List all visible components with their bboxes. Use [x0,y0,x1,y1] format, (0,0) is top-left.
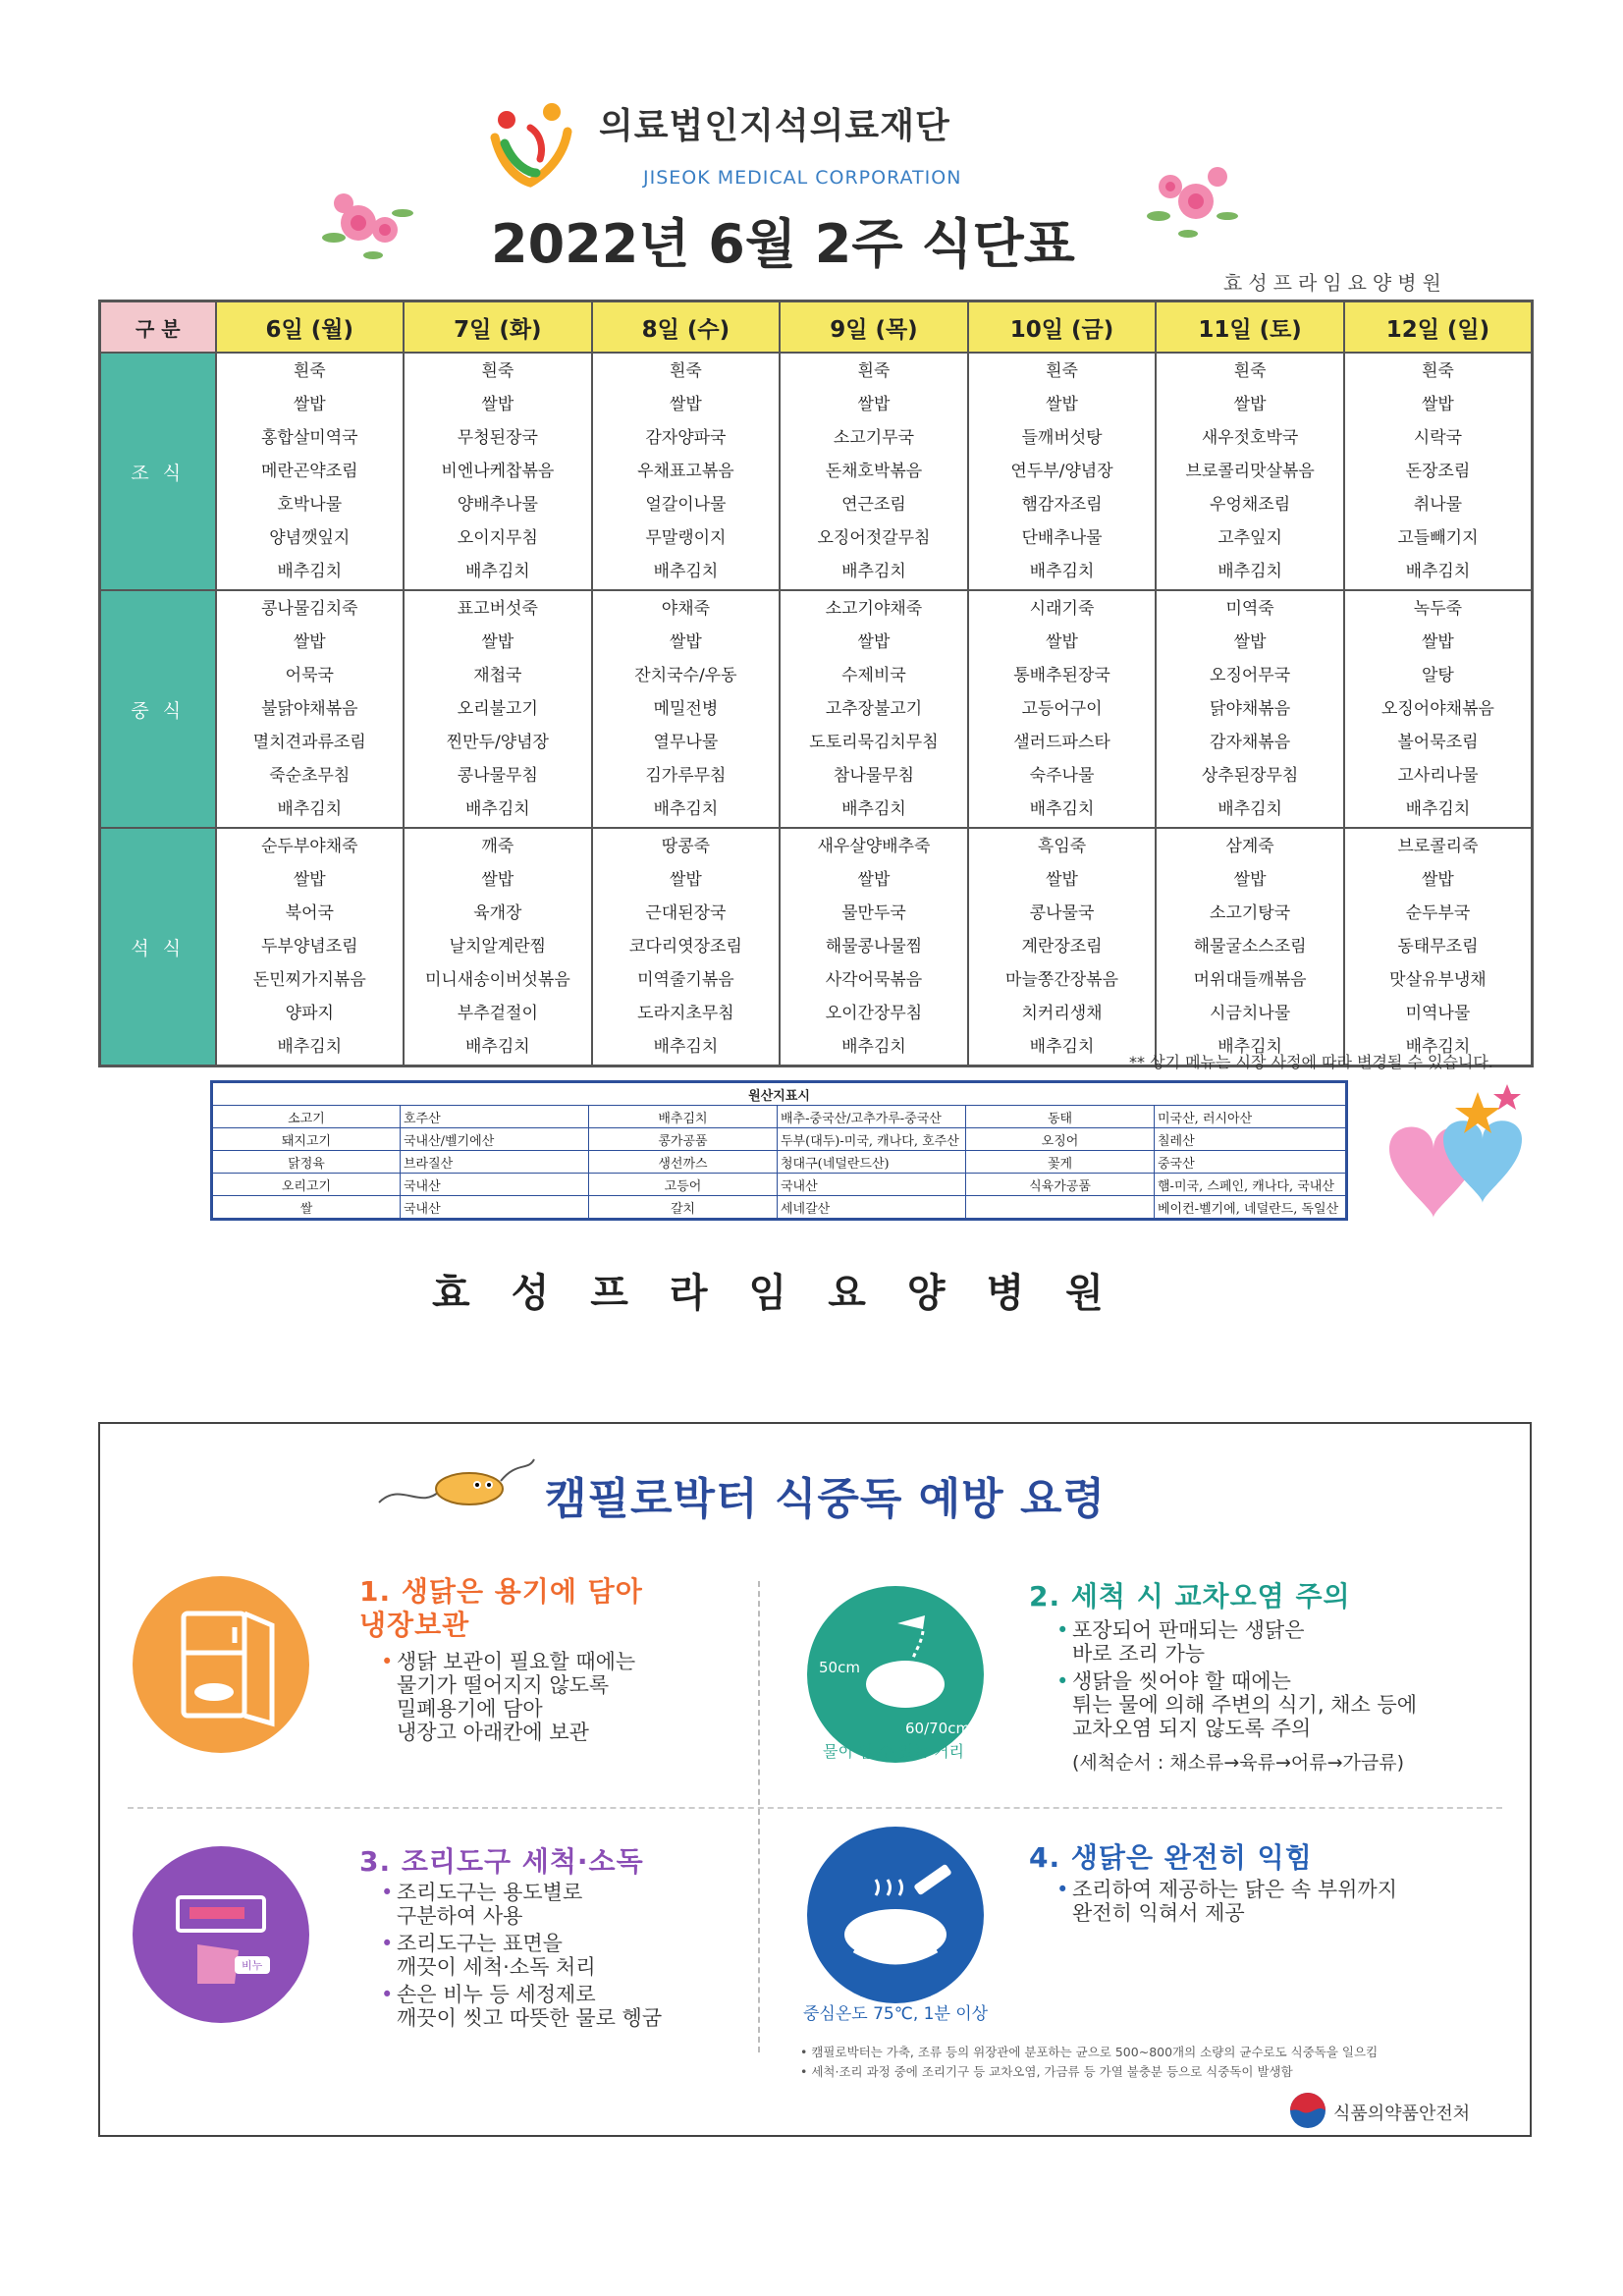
dish-item: 돈민찌가지볶음 [252,970,366,990]
dish-item: 배추김치 [464,562,530,581]
meal-day-cell [780,828,968,1066]
page-title: 2022년 6월 2주 식단표 [491,213,1075,275]
dish-item: 쌀밥 [1422,395,1454,414]
origin-country: 칠레산 [1155,1128,1347,1151]
section-1-title: 1. 생닭은 용기에 담아 냉장보관 [359,1575,643,1641]
distance-label: 60/70cm [905,1720,971,1737]
day-header: 6일 (월) [216,301,405,354]
origin-country: 중국산 [1155,1151,1347,1174]
mfds-logo [1289,2092,1326,2129]
meal-day-cell [968,590,1157,828]
origin-item: 꽃게 [966,1151,1155,1174]
dish-item: 찐만두/양념장 [446,733,549,752]
dish-item: 열무나물 [653,733,719,752]
dish-item: 샐러드파스타 [1013,733,1110,752]
dish-item: 배추김치 [653,562,719,581]
day-header: 7일 (화) [404,301,592,354]
dish-item: 흰죽 [1233,361,1267,381]
dish-item: 단배추나물 [1021,528,1103,548]
refrigerator-icon [133,1576,309,1753]
dish-item: 쌀밥 [1233,870,1267,890]
origin-item: 쌀 [212,1196,401,1220]
bacteria-icon [371,1451,538,1520]
dish-item: 쌀밥 [1233,395,1267,414]
origin-country: 미국산, 러시아산 [1155,1106,1347,1128]
meal-day-cell [1156,828,1344,1066]
soap-label: 비누 [242,1959,263,1972]
section-2-title: 2. 세척 시 교차오염 주의 [1029,1580,1351,1613]
dish-item: 메란곤약조림 [261,462,358,481]
dish-item: 멸치견과류조림 [252,733,366,752]
dish-item: 무말랭이지 [645,528,727,548]
dish-item: 깨죽 [481,837,514,856]
dish-item: 물만두국 [841,903,906,923]
meal-day-cell [968,353,1157,590]
dish-item: 시래기죽 [1029,599,1095,619]
campylobacter-title: 캠필로박터 식중독 예방 요령 [545,1474,1107,1524]
washing-order: (세척순서 : 채소류→육류→어류→가금류) [1072,1752,1405,1774]
dish-item: 오징어야채볶음 [1380,699,1494,719]
dish-item: 배추김치 [1029,1037,1095,1057]
origin-item: 식육가공품 [966,1174,1155,1196]
dish-item: 삼계죽 [1225,837,1274,856]
dish-item: 흰죽 [293,361,326,381]
dish-item: 오이지무침 [457,528,538,548]
dish-item: 마늘쫑간장볶음 [1005,970,1119,990]
dish-item: 숙주나물 [1029,766,1095,786]
dish-item: 흑임죽 [1037,837,1087,856]
dish-item: 고사리나물 [1397,766,1479,786]
dish-item: 배추김치 [1217,799,1282,819]
origin-item: 오징어 [966,1128,1155,1151]
origin-country: 국내산/벨기에산 [401,1128,589,1151]
meal-day-cell [780,590,968,828]
dish-item: 순두부야채죽 [261,837,358,856]
dish-item: 고추잎지 [1217,528,1282,548]
dish-item: 쌀밥 [481,870,514,890]
origin-item: 소고기 [212,1106,401,1128]
origin-title: 원산지표시 [212,1082,1347,1106]
dish-item: 쌀밥 [1422,632,1454,652]
foundation-logo [485,98,575,189]
dish-item: 고등어구이 [1021,699,1103,719]
dish-item: 미역죽 [1225,599,1274,619]
dish-item: 죽순초무침 [269,766,351,786]
origin-row [212,1106,1347,1128]
dish-item: 치커리생채 [1021,1004,1103,1023]
footnote: • 캠필로박터는 가축, 조류 등의 위장관에 분포하는 균으로 500~800개의 소량의 균수로도 식중독을 일으킴 [800,2045,1379,2059]
dish-item: 우엉채조림 [1210,495,1291,515]
dish-item: 쌀밥 [1046,632,1078,652]
dish-item: 쌀밥 [669,395,702,414]
campylobacter-box [98,1422,1532,2137]
dish-item: 머위대들깨볶음 [1193,970,1307,990]
heart-decoration-icon [1360,1080,1546,1237]
dish-item: 쌀밥 [857,632,891,652]
utensil-cleaning-icon [133,1846,309,2023]
dish-item: 야채죽 [661,599,711,619]
dish-item: 새우젓호박국 [1201,428,1299,448]
dish-item: 쌀밥 [293,870,326,890]
dish-item: 쌀밥 [1046,870,1078,890]
corner-label: 구 분 [100,301,216,354]
meal-day-cell [1156,353,1344,590]
dish-item: 북어국 [285,903,334,923]
origin-item: 콩가공품 [589,1128,778,1151]
origin-country: 배추-중국산/고추가루-중국산 [778,1106,966,1128]
dish-item: 흰죽 [481,361,514,381]
dish-item: 돈장조림 [1405,462,1471,481]
dish-item: 브로콜리맛살볶음 [1185,462,1315,481]
dish-item: 연두부/양념장 [1010,462,1113,481]
dish-item: 우채표고볶음 [637,462,734,481]
meal-day-cell [1156,590,1344,828]
dish-item: 양배추나물 [457,495,538,515]
dish-item: 쌀밥 [857,870,891,890]
dish-item: 시락국 [1413,428,1463,448]
meal-day-cell [592,828,781,1066]
dish-item: 배추김치 [464,1037,530,1057]
origin-item: 닭정육 [212,1151,401,1174]
origin-row [212,1128,1347,1151]
dish-item: 배추김치 [1217,562,1282,581]
meal-row [100,828,1533,1066]
dish-item: 호박나물 [277,495,343,515]
origin-item: 갈치 [589,1196,778,1220]
section-4-title: 4. 생닭은 완전히 익힘 [1029,1841,1313,1874]
dish-item: 오리불고기 [457,699,538,719]
splash-distance-caption: 물이 튈 수 있는 거리 [823,1742,964,1761]
origin-table [210,1080,1348,1221]
origin-country: 청대구(네덜란드산) [778,1151,966,1174]
dish-item: 배추김치 [653,1037,719,1057]
dish-item: 잔치국수/우동 [634,666,737,685]
org-english-name: JISEOK MEDICAL CORPORATION [643,167,962,189]
dish-item: 감자채볶음 [1210,733,1291,752]
origin-item: 돼지고기 [212,1128,401,1151]
origin-country: 호주산 [401,1106,589,1128]
section-4-bullet: • 조리하여 제공하는 닭은 속 부위까지 완전히 익혀서 제공 [1056,1878,1518,1925]
dish-item: 양파지 [285,1004,334,1023]
dish-item: 새우살양배추죽 [817,837,931,856]
dish-item: 쌀밥 [1422,870,1454,890]
agency-name: 식품의약품안전처 [1333,2104,1471,2124]
meal-label: 중 식 [100,590,216,828]
meal-day-cell [1344,590,1533,828]
dish-item: 배추김치 [1029,799,1095,819]
dish-item: 배추김치 [277,799,343,819]
meal-day-cell [404,590,592,828]
dish-item: 어묵국 [285,666,334,685]
origin-item: 고등어 [589,1174,778,1196]
dish-item: 상추된장무침 [1201,766,1299,786]
dish-item: 흰죽 [1422,361,1454,381]
section-2-bullet: • 생닭을 씻어야 할 때에는 튀는 물에 의해 주변의 식기, 채소 등에 교차오염 되지 않도록 주의 [1056,1669,1518,1740]
meal-label: 석 식 [100,828,216,1066]
dish-item: 재첩국 [473,666,522,685]
dish-item: 배추김치 [1217,1037,1282,1057]
dish-item: 쌀밥 [293,395,326,414]
origin-country: 국내산 [401,1174,589,1196]
meal-day-cell [216,828,405,1066]
flower-decoration-icon [314,169,422,267]
dish-item: 닭야채볶음 [1210,699,1291,719]
dish-item: 김가루무침 [645,766,727,786]
section-4-bullets [1056,1878,1518,1929]
dish-item: 돈채호박볶음 [825,462,923,481]
cooked-chicken-icon [807,1827,984,2003]
dish-item: 소고기무국 [833,428,915,448]
dish-item: 불닭야채볶음 [261,699,358,719]
section-divider [758,1581,760,2052]
dish-item: 육개장 [473,903,522,923]
dish-item: 맛살유부냉채 [1389,970,1487,990]
section-3-bullet: • 조리도구는 용도별로 구분하여 사용 [381,1881,754,1928]
section-1-bullets [381,1650,734,1748]
dish-item: 쌀밥 [1233,632,1267,652]
dish-item: 알탕 [1422,666,1454,685]
dish-item: 홍합살미역국 [261,428,358,448]
dish-item: 브로콜리죽 [1397,837,1479,856]
dish-item: 쌀밥 [857,395,891,414]
menu-body [100,353,1533,1066]
dish-item: 콩나물무침 [457,766,538,786]
core-temperature-caption: 중심온도 75℃, 1분 이상 [803,2004,989,2024]
menu-table [98,300,1534,1067]
dish-item: 배추김치 [1405,799,1471,819]
meal-row [100,590,1533,828]
dish-item: 양념깻잎지 [269,528,351,548]
origin-item [966,1196,1155,1220]
day-header: 8일 (수) [592,301,781,354]
dish-item: 쌀밥 [669,632,702,652]
dish-item: 쌀밥 [481,632,514,652]
dish-item: 배추김치 [1405,562,1471,581]
dish-item: 시금치나물 [1210,1004,1291,1023]
dish-item: 연근조림 [841,495,906,515]
section-2-bullets [1056,1618,1518,1744]
origin-country: 브라질산 [401,1151,589,1174]
dish-item: 쌀밥 [669,870,702,890]
dish-item: 오이간장무침 [825,1004,923,1023]
menu-header-row [100,301,1533,354]
origin-country: 국내산 [778,1174,966,1196]
menu-change-note: ** 상기 메뉴는 시장 사정에 따라 변경될 수 있습니다. [1129,1053,1493,1071]
meal-day-cell [1344,353,1533,590]
dish-item: 녹두죽 [1413,599,1463,619]
origin-country: 세네갈산 [778,1196,966,1220]
meal-day-cell [968,828,1157,1066]
meal-day-cell [404,353,592,590]
dish-item: 오징어젓갈무침 [817,528,931,548]
dish-item: 배추김치 [1029,562,1095,581]
dish-item: 날치알계란찜 [449,937,547,957]
meal-day-cell [404,828,592,1066]
dish-item: 감자양파국 [645,428,727,448]
dish-item: 배추김치 [1405,1037,1471,1057]
meal-row [100,353,1533,590]
meal-day-cell [216,590,405,828]
dish-item: 흰죽 [669,361,702,381]
day-header: 11일 (토) [1156,301,1344,354]
origin-country: 국내산 [401,1196,589,1220]
dish-item: 오징어무국 [1210,666,1291,685]
meal-day-cell [780,353,968,590]
origin-country: 햄-미국, 스페인, 캐나다, 국내산 [1155,1174,1347,1196]
dish-item: 콩나물국 [1029,903,1095,923]
dish-item: 고들빼기지 [1397,528,1479,548]
day-header: 10일 (금) [968,301,1157,354]
origin-item: 배추김치 [589,1106,778,1128]
day-header: 12일 (일) [1344,301,1533,354]
dish-item: 표고버섯죽 [457,599,538,619]
section-1-bullet: • 생닭 보관이 필요할 때에는 물기가 떨어지지 않도록 밀폐용기에 담아 냉장고 아래칸에 보관 [381,1650,734,1744]
hospital-name: 효성프라임요양병원 [1223,271,1447,295]
dish-item: 코다리엿장조림 [628,937,742,957]
origin-item: 동태 [966,1106,1155,1128]
section-3-bullet: • 손은 비누 등 세정제로 깨끗이 씻고 따뜻한 물로 헹굼 [381,1983,754,2030]
dish-item: 콩나물김치죽 [261,599,358,619]
dish-item: 쌀밥 [293,632,326,652]
dish-item: 흰죽 [1046,361,1078,381]
origin-country: 두부(대두)-미국, 캐나다, 호주산 [778,1128,966,1151]
origin-row [212,1151,1347,1174]
dish-item: 수제비국 [841,666,906,685]
dish-item: 들깨버섯탕 [1021,428,1103,448]
dish-item: 부추겉절이 [457,1004,538,1023]
dish-item: 얼갈이나물 [645,495,727,515]
dish-item: 소고기탕국 [1210,903,1291,923]
dish-item: 배추김치 [464,799,530,819]
dish-item: 도토리묵김치무침 [809,733,939,752]
dish-item: 배추김치 [841,562,906,581]
section-2-bullet: • 포장되어 판매되는 생닭은 바로 조리 가능 [1056,1618,1518,1666]
dish-item: 해물콩나물찜 [825,937,923,957]
dish-item: 계란장조림 [1021,937,1103,957]
dish-item: 볼어묵조림 [1397,733,1479,752]
section-3-bullet: • 조리도구는 표면을 깨끗이 세척·소독 처리 [381,1932,754,1979]
dish-item: 취나물 [1413,495,1463,515]
dish-item: 동태무조림 [1397,937,1479,957]
meal-label: 조 식 [100,353,216,590]
dish-item: 무청된장국 [457,428,538,448]
washing-chicken-icon [807,1586,984,1763]
dish-item: 통배추된장국 [1013,666,1110,685]
footnote: • 세척·조리 과정 중에 조리기구 등 교차오염, 가금류 등 가열 불충분 등으로 식중독이 발생함 [800,2064,1293,2079]
dish-item: 미역줄기볶음 [637,970,734,990]
dish-item: 햄감자조림 [1021,495,1103,515]
day-header: 9일 (목) [780,301,968,354]
dish-item: 도라지초무침 [637,1004,734,1023]
origin-row [212,1174,1347,1196]
footer-hospital-name: 효성프라임요양병원 [432,1271,1145,1316]
section-3-bullets [381,1881,754,2034]
dish-item: 땅콩죽 [661,837,711,856]
dish-item: 비엔나케찹볶음 [441,462,555,481]
dish-item: 배추김치 [653,799,719,819]
dish-item: 흰죽 [857,361,891,381]
origin-country: 베이컨-벨기에, 네덜란드, 독일산 [1155,1196,1347,1220]
dish-item: 배추김치 [841,799,906,819]
section-3-title: 3. 조리도구 세척·소독 [359,1845,644,1878]
section-divider [128,1807,1502,1809]
dish-item: 미니새송이버섯볶음 [424,970,570,990]
meal-day-cell [1344,828,1533,1066]
dish-item: 배추김치 [277,1037,343,1057]
dish-item: 배추김치 [841,1037,906,1057]
meal-day-cell [592,590,781,828]
origin-row [212,1196,1347,1220]
dish-item: 소고기야채죽 [825,599,923,619]
flower-decoration-icon [1139,147,1247,246]
dish-item: 메밀전병 [653,699,719,719]
org-name: 의료법인지석의료재단 [599,106,950,146]
dish-item: 참나물무침 [833,766,915,786]
dish-item: 쌀밥 [481,395,514,414]
dish-item: 배추김치 [277,562,343,581]
dish-item: 두부양념조림 [261,937,358,957]
dish-item: 미역나물 [1405,1004,1471,1023]
dish-item: 순두부국 [1405,903,1471,923]
origin-title-row [212,1082,1347,1106]
distance-label: 50cm [819,1659,860,1676]
origin-item: 오리고기 [212,1174,401,1196]
dish-item: 고추장불고기 [825,699,923,719]
meal-day-cell [592,353,781,590]
dish-item: 사각어묵볶음 [825,970,923,990]
dish-item: 해물굴소스조림 [1193,937,1307,957]
dish-item: 쌀밥 [1046,395,1078,414]
meal-day-cell [216,353,405,590]
dish-item: 근대된장국 [645,903,727,923]
origin-item: 생선까스 [589,1151,778,1174]
